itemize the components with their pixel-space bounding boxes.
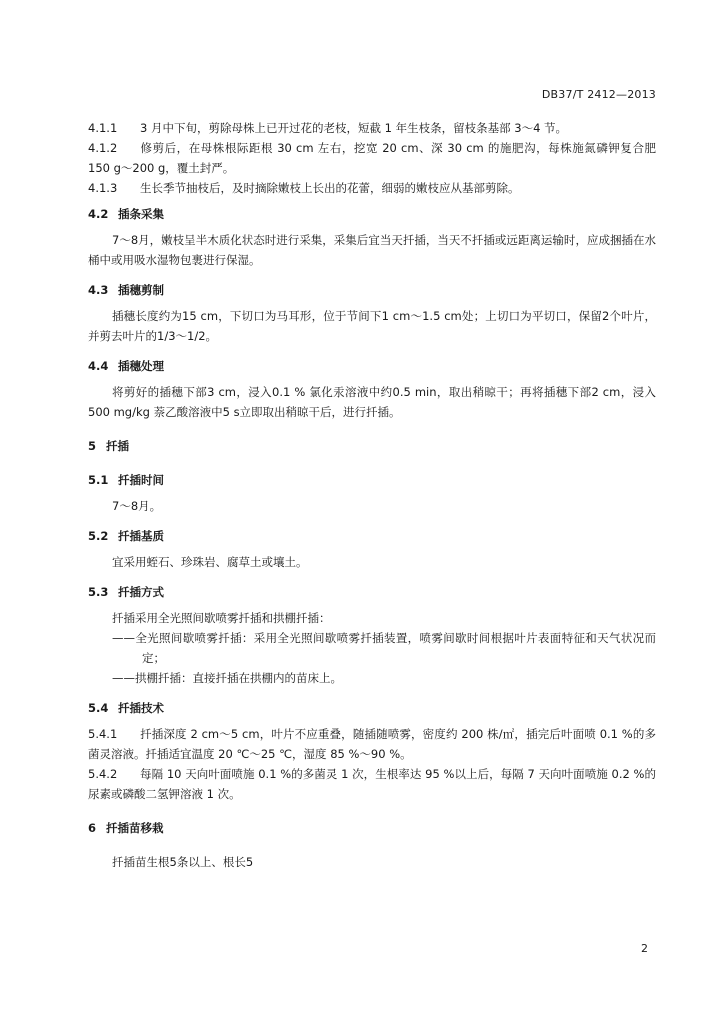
clause-5-4-2	[88, 764, 656, 804]
paragraph-5-2: 宜采用蛭石、珍珠岩、腐草土或壤土。	[112, 555, 308, 569]
page-number: 2	[641, 942, 648, 955]
clause-4-1-3	[88, 178, 656, 198]
clause-number: 5.4.2	[88, 767, 118, 781]
clause-number: 4.1.3	[88, 181, 118, 195]
heading-5-2: 5.2 扦插基质	[88, 529, 164, 543]
clause-text: 3 月中下旬，剪除母株上已开过花的老枝，短截 1 年生枝条，留枝条基部 3～4 节。	[140, 121, 568, 135]
paragraph-5-1: 7～8月。	[112, 499, 162, 513]
clause-number: 4.1.2	[88, 141, 118, 155]
paragraph-6: 扦插苗生根5条以上、根长5	[112, 855, 254, 869]
clause-text: 修剪后，在母株根际距根 30 cm 左右，挖宽 20 cm、深 30 cm 的施肥沟，每株施氮磷钾复合肥 150 g～200 g，覆土封严。	[88, 141, 656, 175]
clause-4-1-1	[88, 118, 656, 138]
paragraph-4-3: 插穗长度约为15 cm，下切口为马耳形，位于节间下1 cm～1.5 cm处；上切口为平切口，保留2个叶片，并剪去叶片的1/3～1/2。	[88, 309, 656, 343]
paragraph-5-3-intro: 扦插采用全光照间歇喷雾扦插和拱棚扦插：	[112, 611, 331, 625]
list-item-arch-shed: ——拱棚扦插：直接扦插在拱棚内的苗床上。	[112, 671, 342, 685]
heading-5-4: 5.4 扦插技术	[88, 701, 164, 715]
heading-6: 6 扦插苗移栽	[88, 821, 164, 835]
clause-text: 扦插深度 2 cm～5 cm，叶片不应重叠，随插随喷雾，密度约 200 株/㎡，插完后叶面喷 0.1 %的多菌灵溶液。扦插适宜温度 20 ℃～25 ℃，湿度 85 %～90 %。	[88, 727, 656, 761]
document-body	[88, 118, 656, 872]
clause-text: 每隔 10 天向叶面喷施 0.1 %的多菌灵 1 次，生根率达 95 %以上后，每隔 7 天向叶面喷施 0.2 %的尿素或磷酸二氢钾溶液 1 次。	[88, 767, 656, 801]
clause-number: 5.4.1	[88, 727, 118, 741]
paragraph-4-2: 7～8月，嫩枝呈半木质化状态时进行采集，采集后宜当天扦插，当天不扦插或远距离运输时，应成捆插在水桶中或用吸水湿物包裹进行保湿。	[88, 233, 656, 267]
heading-5-1: 5.1 扦插时间	[88, 473, 164, 487]
paragraph-4-4: 将剪好的插穗下部3 cm，浸入0.1 % 氯化汞溶液中约0.5 min，取出稍晾干；再将插穗下部2 cm，浸入500 mg/kg 萘乙酸溶液中5 s立即取出稍晾干后，进行扦插。	[88, 385, 656, 419]
heading-5: 5 扦插	[88, 439, 129, 453]
clause-5-4-1	[88, 724, 656, 764]
clause-number: 4.1.1	[88, 121, 118, 135]
heading-4-3: 4.3 插穗剪制	[88, 283, 164, 297]
clause-4-1-2	[88, 138, 656, 178]
clause-text: 生长季节抽枝后，及时摘除嫩枝上长出的花蕾，细弱的嫩枝应从基部剪除。	[140, 181, 520, 195]
heading-5-3: 5.3 扦插方式	[88, 585, 164, 599]
heading-4-2: 4.2 插条采集	[88, 207, 164, 221]
list-item-spray: ——全光照间歇喷雾扦插：采用全光照间歇喷雾扦插装置，喷雾间歇时间根据叶片表面特征和天气状况而定；	[112, 631, 656, 665]
document-code: DB37/T 2412—2013	[541, 88, 656, 101]
heading-4-4: 4.4 插穗处理	[88, 359, 164, 373]
